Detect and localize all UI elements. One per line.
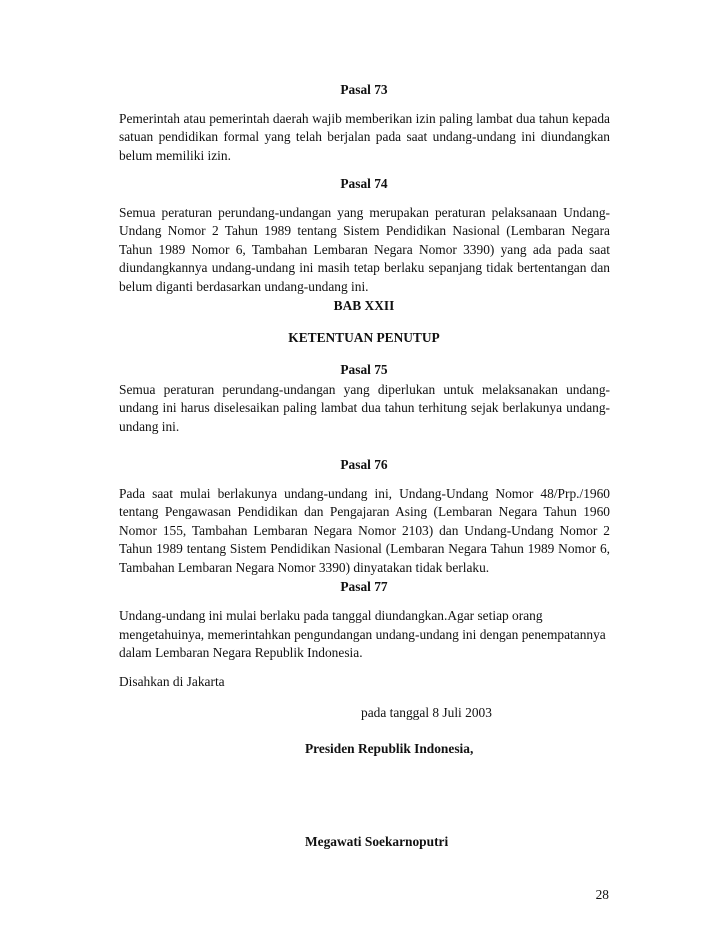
pasal-74-heading: Pasal 74 <box>340 176 388 191</box>
pasal-77-heading: Pasal 77 <box>340 579 388 594</box>
pasal-75-heading: Pasal 75 <box>340 362 388 377</box>
pasal-77-line-1: Undang-undang ini mulai berlaku pada tanggal diundangkan.Agar setiap orang <box>119 608 543 623</box>
page-number: 28 <box>595 887 609 902</box>
pasal-73-text: Pemerintah atau pemerintah daerah wajib memberikan izin paling lambat dua tahun kepada satuan pendidikan formal yang telah berjalan pada saat undang-undang ini diundangkan belum memiliki izin. <box>119 111 610 163</box>
pasal-76-heading: Pasal 76 <box>340 457 388 472</box>
pasal-73-heading: Pasal 73 <box>340 82 388 97</box>
presiden-title: Presiden Republik Indonesia, <box>305 741 474 756</box>
disahkan-text: Disahkan di Jakarta <box>119 674 225 689</box>
signatory-name: Megawati Soekarnoputri <box>305 834 449 849</box>
pasal-75-text: Semua peraturan perundang-undangan yang diperlukan untuk melaksanakan undang-undang ini harus diselesaikan paling lambat dua tahun terhitung sejak berlakunya undang-undang ini. <box>119 382 610 434</box>
bab-title: KETENTUAN PENUTUP <box>288 330 440 345</box>
pasal-77-line-2: mengetahuinya, memerintahkan pengundangan undang-undang ini dengan penempatannya <box>119 627 606 642</box>
pasal-74-text: Semua peraturan perundang-undangan yang merupakan peraturan pelaksanaan Undang-Undang Nomor 2 Tahun 1989 tentang Sistem Pendidikan Nasional (Lembaran Negara Tahun 1989 Nomor 6, Tambahan Lembaran Negara Nomor 3390) yang ada pada saat diundangkannya undang-undang ini masih tetap berlaku sepanjang tidak bertentangan dan belum diganti berdasarkan undang-undang ini. <box>119 205 610 294</box>
bab-heading: BAB XXII <box>333 298 395 313</box>
tanggal-text: pada tanggal 8 Juli 2003 <box>361 705 492 720</box>
pasal-77-line-3: dalam Lembaran Negara Republik Indonesia. <box>119 645 363 660</box>
pasal-76-text: Pada saat mulai berlakunya undang-undang ini, Undang-Undang Nomor 48/Prp./1960 tentang Pengawasan Pendidikan dan Pengajaran Asing (Lembaran Negara Tahun 1960 Nomor 155, Tambahan Lembaran Negara Nomor 2103) dan Undang-Undang Nomor 2 Tahun 1989 tentang Sistem Pendidikan Nasional (Lembaran Negara Tahun 1989 Nomor 6, Tambahan Lembaran Negara Nomor 3390) dinyatakan tidak berlaku. <box>119 486 610 575</box>
